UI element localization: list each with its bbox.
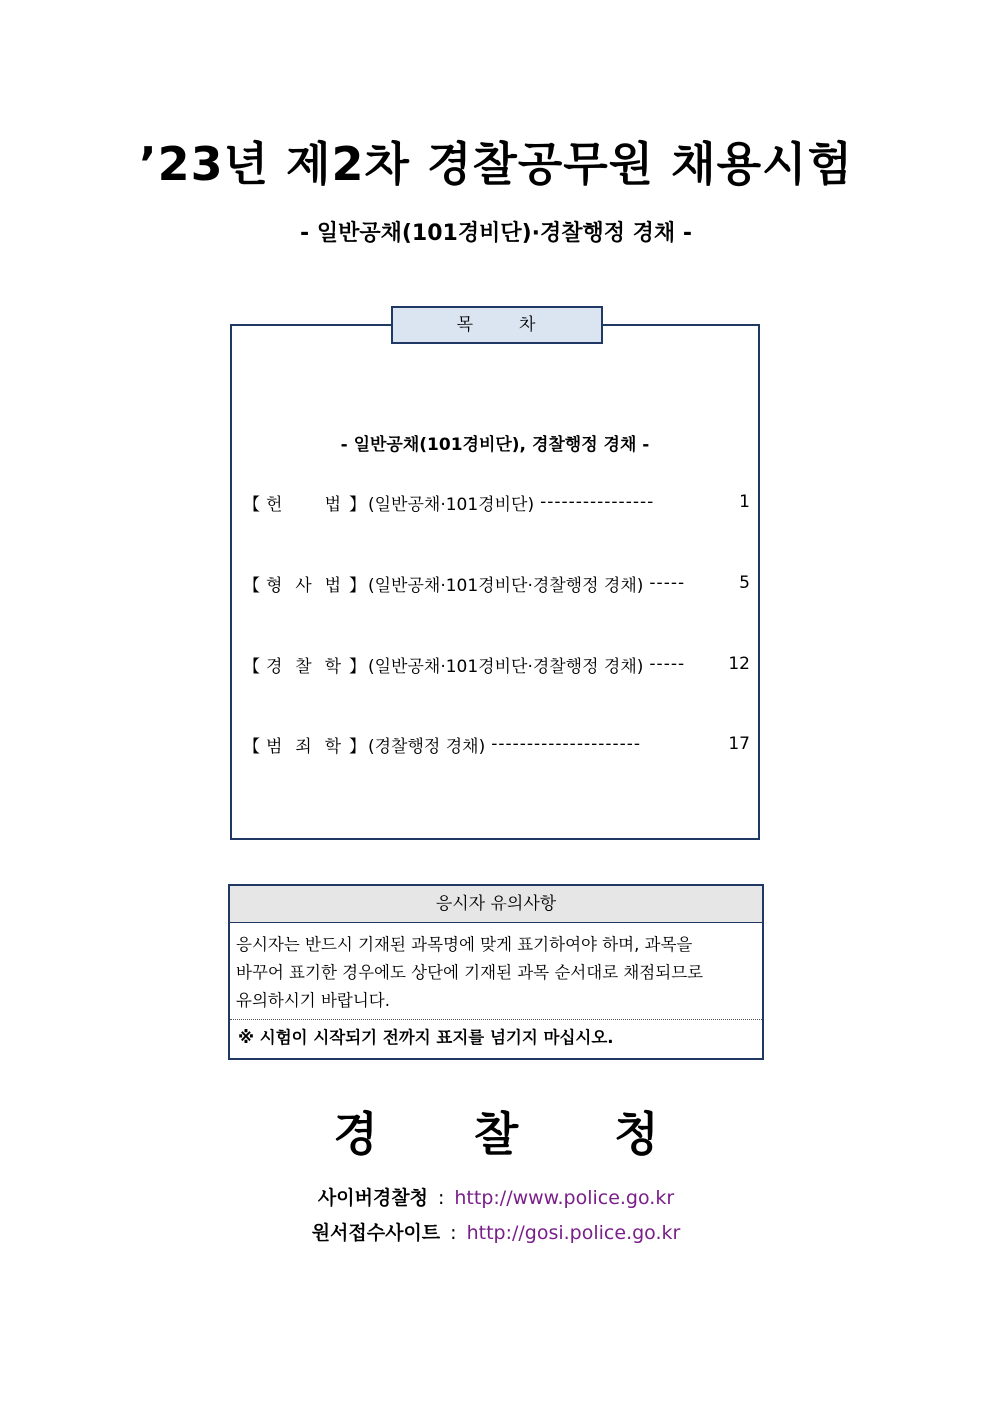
bracket-close: 】	[349, 656, 366, 677]
toc-item-desc: (일반공채·101경비단)	[368, 494, 535, 515]
link-separator: :	[450, 1222, 457, 1244]
bracket-close: 】	[349, 736, 366, 757]
toc-item-desc: (일반공채·101경비단·경찰행정 경채)	[368, 656, 644, 677]
cyber-police-link-row	[0, 1183, 992, 1210]
toc-section-title: - 일반공채(101경비단), 경찰행정 경채 -	[340, 435, 650, 455]
toc-item-criminology	[243, 732, 750, 756]
toc-item-police-science	[243, 652, 750, 676]
application-site-url-link[interactable]: http://gosi.police.go.kr	[466, 1222, 681, 1244]
subject-char: 찰	[295, 656, 312, 677]
bracket-close: 】	[349, 575, 366, 596]
bracket-open: 【	[243, 575, 260, 596]
bracket-close: 】	[349, 494, 366, 515]
notice-heading: 응시자 유의사항	[230, 886, 762, 923]
subject-char: 사	[295, 575, 312, 596]
notice-line: 응시자는 반드시 기재된 과목명에 맞게 표기하여야 하며, 과목을	[236, 935, 693, 954]
application-site-link-row	[0, 1218, 992, 1245]
notice-body	[230, 923, 762, 1019]
subject-char: 학	[324, 656, 341, 677]
subject-char: 법	[324, 575, 341, 596]
toc-subject	[243, 490, 366, 515]
notice-line: 유의하시기 바랍니다.	[236, 991, 390, 1010]
toc-tab-char: 차	[519, 315, 538, 335]
toc-tab	[391, 306, 603, 344]
toc-leader: -----	[649, 573, 686, 593]
toc-item-desc: (경찰행정 경채)	[368, 736, 486, 757]
toc-tab-char: 목	[456, 315, 475, 335]
agency-char: 경	[333, 1107, 378, 1161]
cyber-police-url-link[interactable]: http://www.police.go.kr	[454, 1187, 675, 1209]
exam-subtitle: - 일반공채(101경비단)·경찰행정 경채 -	[300, 221, 692, 246]
agency-char: 청	[614, 1107, 659, 1161]
toc-page-number: 12	[728, 654, 750, 674]
toc-leader: ----------------	[540, 492, 655, 512]
bracket-open: 【	[243, 656, 260, 677]
subject-char: 법	[324, 494, 341, 515]
subject-char: 헌	[266, 494, 283, 515]
toc-subject	[243, 732, 366, 757]
subject-char: 죄	[295, 736, 312, 757]
notice-line: 바꾸어 표기한 경우에도 상단에 기재된 과목 순서대로 채점되므로	[236, 963, 704, 982]
toc-page-number: 5	[739, 573, 750, 593]
link-label: 원서접수사이트	[311, 1222, 441, 1244]
toc-subject	[243, 652, 366, 677]
toc-item-desc: (일반공채·101경비단·경찰행정 경채)	[368, 575, 644, 596]
toc-item-criminal-law	[243, 571, 750, 595]
toc-page-number: 17	[728, 734, 750, 754]
bracket-open: 【	[243, 494, 260, 515]
toc-subject	[243, 571, 366, 596]
link-label: 사이버경찰청	[317, 1187, 428, 1209]
agency-name	[0, 1098, 992, 1164]
toc-leader: -----	[649, 654, 686, 674]
notice-box	[228, 884, 764, 1060]
toc-page-number: 1	[739, 492, 750, 512]
subject-char: 경	[266, 656, 283, 677]
agency-char: 찰	[473, 1107, 519, 1161]
bracket-open: 【	[243, 736, 260, 757]
subject-char: 학	[324, 736, 341, 757]
subject-char: 형	[266, 575, 283, 596]
subject-char: 범	[266, 736, 283, 757]
toc-leader: ---------------------	[491, 734, 642, 754]
link-separator: :	[437, 1187, 445, 1209]
exam-title: ’23년 제2차 경찰공무원 채용시험	[139, 137, 853, 191]
toc-item-constitution	[243, 490, 750, 514]
notice-warning: ※ 시험이 시작되기 전까지 표지를 넘기지 마십시오.	[230, 1019, 762, 1056]
